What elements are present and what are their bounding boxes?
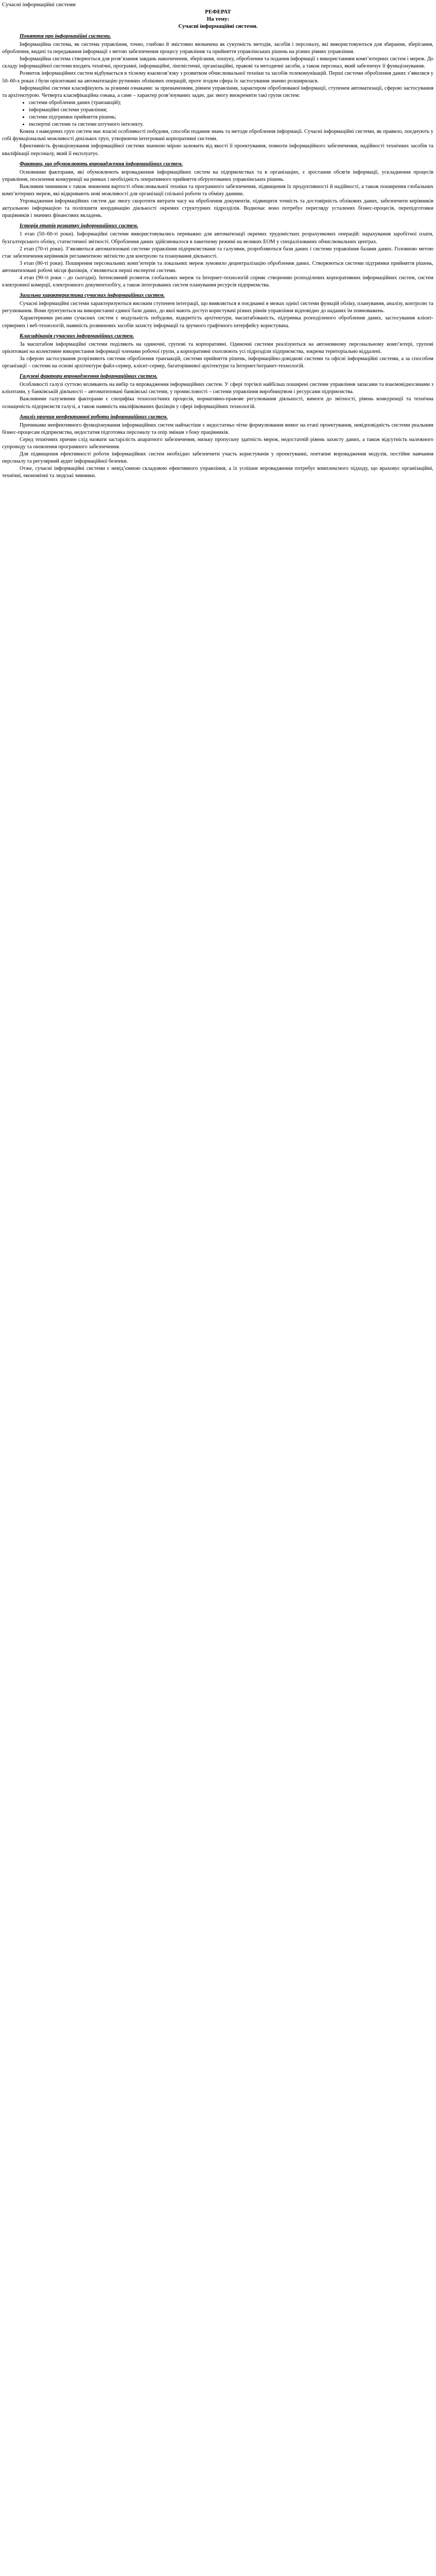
section-heading: Поняття про інформаційні системи. xyxy=(20,33,111,39)
document-top-label: Сучасні інформаційні системи xyxy=(2,2,76,8)
section-heading: Класифікація сучасних інформаційних систем. xyxy=(20,333,134,339)
paragraph: За масштабом інформаційні системи поділяють на одиночні, групові та корпоративні. Одиночні системи реалізуються на автономному персональному комп’ютері, групові орієнтовані на колективне використання інформації членами робочої групи, а корпоративні охоплюють усі підрозділи підприємства, зокрема територіально віддалені. xyxy=(2,341,433,354)
section-heading: Галузеві фактори впровадження інформаційних систем. xyxy=(20,374,158,380)
paragraph: Отже, сучасні інформаційні системи є невід’ємною складовою ефективного управління, а їх успішне впровадження потребує комплексного підходу, що враховує організаційні, технічні, економічні та людські чинники. xyxy=(2,466,433,479)
paragraph: Для підвищення ефективності роботи інформаційних систем необхідно забезпечити участь користувачів у проектуванні, поетапне впровадження модулів, постійне навчання персоналу та регулярний аудит інформаційної безпеки. xyxy=(2,451,433,465)
paragraph: 4 етап (90-ті роки – до сьогодні). Інтенсивний розвиток глобальних мереж та Інтернет-технологій сприяє створенню розподілених корпоративних інформаційних систем, систем електронної комерції, електронного документообігу, а також інтегрованих систем планування ресурсів підприємства. xyxy=(2,275,433,289)
paragraph: Основними факторами, які обумовлюють впровадження інформаційних систем на підприємствах та в організаціях, є зростання обсягів інформації, ускладнення процесів управління, посилення конкуренції на ринках і необхідність оперативного прийняття обґрунтованих управлінських рішень. xyxy=(2,169,433,182)
paragraph: Причинами неефективного функціонування інформаційних систем найчастіше є недостатньо чітке формулювання вимог на етапі проектування, невідповідність системи реальним бізнес-процесам підприємства, недостатня підготовка персоналу та опір змінам з боку працівників. xyxy=(2,422,433,435)
paragraph: Кожна з наведених груп систем має власні особливості побудови, способи подання знань та методи оброблення інформації. Сучасні інформаційні системи, як правило, поєднують у собі функціональні можливості декількох груп, утворюючи інтегровані корпоративні системи. xyxy=(2,129,433,142)
paragraph: Інформаційна система створюється для розв’язання завдань накопичення, зберігання, пошуку, оброблення та подання інформації з використанням комп’ютерних систем і мереж. До складу інформаційної системи входять технічні, програмні, інформаційні, лінгвістичні, організаційні, правові та методичні засоби, а також персонал, який забезпечує її функціонування. xyxy=(2,56,433,70)
document-topic: Сучасні інформаційні системи. xyxy=(178,23,258,30)
paragraph: Сучасні інформаційні системи характеризуються високим ступенем інтеграції, що виявляється в поєднанні в межах однієї системи функцій обліку, планування, аналізу, контролю та регулювання. Вони ґрунтуються на використанні єдиної бази даних, до якої мають доступ користувачі різних рівнів управління відповідно до наданих їм повноважень. xyxy=(2,301,433,314)
document-body xyxy=(2,30,433,480)
section-heading: Загальна характеристика сучасних інформаційних систем. xyxy=(20,293,165,299)
paragraph: 1 етап (50–60-ті роки). Інформаційні системи використовувались переважно для автоматизації окремих трудомістких розрахункових операцій: нарахування заробітної плати, бухгалтерського обліку, статистичної звітності. Оброблення даних здійснювалося в пакетному режимі на великих ЕОМ у спеціалізованих обчислювальних центрах. xyxy=(2,231,433,245)
paragraph: Особливості галузі суттєво впливають на вибір та впровадження інформаційних систем. У сфері торгівлі найбільш поширені системи управління запасами та взаємовідносинами з клієнтами, у банківській діяльності – автоматизовані банківські системи, у промисловості – системи управління виробництвом і ресурсами підприємства. xyxy=(2,382,433,395)
paragraph: Упровадження інформаційних систем дає змогу скоротити витрати часу на оброблення документів, підвищити точність та достовірність облікових даних, забезпечити керівників актуальною інформацією та поліпшити координацію діяльності окремих структурних підрозділів. Водночас воно потребує перегляду усталених бізнес-процесів, перепідготовки працівників і значних фінансових вкладень. xyxy=(2,198,433,219)
paragraph: За сферою застосування розрізняють системи оброблення транзакцій, системи прийняття рішень, інформаційно-довідкові системи та офісні інформаційні системи, а за способом організації – системи на основі архітектури файл-сервер, клієнт-сервер, багаторівневої архітектури та Інтернет/інтранет-технологій. xyxy=(2,355,433,369)
paragraph: Інформаційна система, як система управління, точно, глибоко й змістовно визначена як сукупність методів, засобів і персоналу, які використовуються для збирання, зберігання, оброблення, видачі та передавання інформації з метою забезпечення процесу управління та прийняття управлінських рішень на різних рівнях управління. xyxy=(2,42,433,55)
list-item: • системи підтримки прийняття рішень; xyxy=(29,114,433,121)
list-item: • інформаційні системи управління; xyxy=(29,107,433,114)
document-title: РЕФЕРАТ xyxy=(205,9,231,15)
paragraph: Ефективність функціонування інформаційної системи значною мірою залежить від якості її проектування, повноти інформаційного забезпечення, надійності технічних засобів та кваліфікації персоналу, який її експлуатує. xyxy=(2,143,433,157)
paragraph: Інформаційні системи класифікують за різними ознаками: за призначенням, рівнем управління, характером оброблюваної інформації, ступенем автоматизації, сферою застосування та архітектурою. Четверта класифікаційна ознака, а саме – характер розв’язуваних задач, дає змогу виокремити такі групи систем: xyxy=(2,85,433,98)
paragraph: Важливими галузевими факторами є специфіка технологічних процесів, нормативно-правове регулювання діяльності, вимоги до звітності, рівень конкуренції та технічна оснащеність підприємств галузі, а також наявність кваліфікованих фахівців у сфері інформаційних технологій. xyxy=(2,396,433,410)
title-block xyxy=(0,8,436,30)
document-subtitle: На тему: xyxy=(206,16,230,23)
paragraph: Розвиток інформаційних систем відбувається в тісному взаємозв’язку з розвитком обчислювальної техніки та засобів телекомунікацій. Перші системи оброблення даних з’явилися у 50–60-х роках і були орієнтовані на автоматизацію рутинних облікових операцій, проте згодом сфера їх застосування значно розширилася. xyxy=(2,71,433,84)
paragraph: Серед технічних причин слід назвати застарілість апаратного забезпечення, низьку пропускну здатність мереж, недостатній рівень захисту даних, а також відсутність належного супроводу та оновлення програмного забезпечення. xyxy=(2,436,433,450)
section-heading: Історія етапів розвитку інформаційних систем. xyxy=(20,223,138,229)
section-heading: Фактори, що обумовлюють впровадження інформаційних систем. xyxy=(20,161,183,167)
list-item: • системи оброблення даних (транзакцій); xyxy=(29,99,433,107)
paragraph: Характерними рисами сучасних систем є модульність побудови, відкритість архітектури, масштабованість, підтримка розподіленого оброблення даних, застосування клієнт-серверних і веб-технологій, наявність розвинених засобів захисту інформації та зручного графічного інтерфейсу користувача. xyxy=(2,315,433,329)
bullet-list xyxy=(2,99,433,128)
paragraph: 2 етап (70-ті роки). З’являються автоматизовані системи управління підприємствами та галузями, розробляються бази даних і системи управління базами даних. Головною метою стає забезпечення керівників регламентною звітністю для контролю та планування діяльності. xyxy=(2,246,433,259)
paragraph: 3 етап (80-ті роки). Поширення персональних комп’ютерів та локальних мереж зумовило децентралізацію оброблення даних. Створюються системи підтримки прийняття рішень, автоматизовані робочі місця фахівців, з’являються перші експертні системи. xyxy=(2,260,433,274)
paragraph: Важливим чинником є також зниження вартості обчислювальної техніки та програмного забезпечення, підвищення їх продуктивності й надійності, а також поширення глобальних комп’ютерних мереж, які відкривають нові можливості для організації спільної роботи та обміну даними. xyxy=(2,183,433,197)
section-heading: Аналіз причин неефективної роботи інформаційних систем. xyxy=(20,414,168,420)
list-item: • експертні системи та системи штучного інтелекту. xyxy=(29,121,433,128)
